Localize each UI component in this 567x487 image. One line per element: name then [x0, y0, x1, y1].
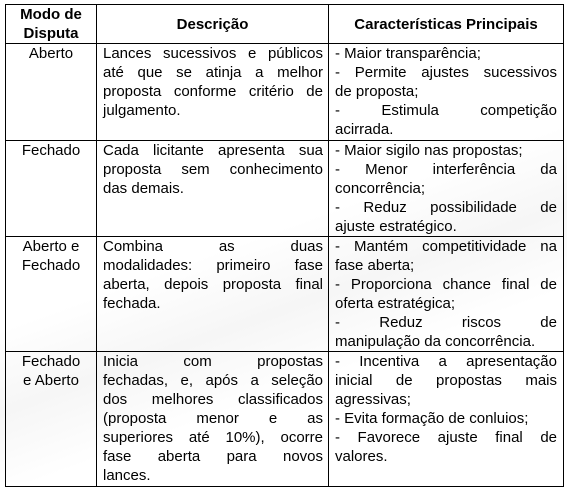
caracteristica-text-line: - Proporciona chance final de — [335, 276, 557, 293]
descricao-text-line: modalidades: primeiro fase — [103, 257, 323, 274]
cell-caracteristicas — [329, 44, 564, 141]
caracteristica-text-line: inicial de propostas mais — [335, 372, 557, 389]
caracteristica-item — [335, 44, 557, 63]
caracteristica-item — [335, 160, 557, 198]
caracteristica-text-line: - Reduz possibilidade de — [335, 199, 557, 216]
caracteristica-text-line: ajuste estratégico. — [335, 218, 457, 235]
caracteristica-item — [335, 275, 557, 313]
descricao-text-line: Combina as duas — [103, 238, 323, 255]
cell-modo-de-disputa — [6, 237, 97, 352]
caracteristica-text-line: - Favorece ajuste final de — [335, 429, 557, 446]
descricao-text-line: julgamento. — [103, 102, 181, 119]
modo-text-line: e Aberto — [23, 372, 79, 389]
cell-modo-de-disputa — [6, 44, 97, 141]
caracteristica-text-line: concorrência; — [335, 180, 426, 197]
descricao-text-line: superiores até 10%), ocorre — [103, 429, 323, 446]
caracteristica-text-line: - Reduz riscos de — [335, 314, 557, 331]
cell-descricao — [97, 237, 329, 352]
cell-modo-de-disputa — [6, 141, 97, 237]
table-row — [6, 352, 564, 487]
caracteristica-text-line: valores. — [335, 448, 388, 465]
caracteristica-text-line: de proposta; — [335, 83, 419, 100]
caracteristica-item — [335, 352, 557, 409]
descricao-text-line: Lances sucessivos e públicos — [103, 45, 323, 62]
descricao-text-line: Inicia com propostas — [103, 353, 323, 370]
header-modo-de-disputa — [6, 5, 97, 44]
modo-text-line: Fechado — [21, 142, 81, 159]
header-modo-line1: Modo de — [20, 6, 82, 23]
caracteristica-text-line: fase aberta; — [335, 257, 415, 274]
descricao-text-line: das demais. — [103, 180, 184, 197]
cell-caracteristicas — [329, 352, 564, 487]
caracteristica-text-line: agressivas; — [335, 391, 411, 408]
descricao-text-line: Cada licitante apresenta sua — [103, 142, 323, 159]
caracteristica-text-line: - Mantém competitividade na — [335, 238, 557, 255]
caracteristica-text-line: - Maior sigilo nas propostas; — [335, 142, 523, 159]
modo-text-line: Aberto e — [22, 238, 80, 255]
caracteristica-text-line: - Incentiva a apresentação — [335, 353, 557, 370]
caracteristica-text-line: acirrada. — [335, 121, 394, 138]
header-descricao: Descrição — [97, 5, 329, 44]
table-row — [6, 237, 564, 352]
caracteristica-item — [335, 313, 557, 351]
caracteristica-text-line: - Menor interferência da — [335, 161, 557, 178]
cell-descricao — [97, 44, 329, 141]
descricao-text-line: fase aberta para novos — [103, 448, 323, 465]
dispute-modes-table — [5, 4, 564, 487]
descricao-text-line: proposta conforme critério de — [103, 83, 323, 100]
descricao-text-line: fechada. — [103, 295, 161, 312]
table-row — [6, 44, 564, 141]
descricao-text-line: até que se atinja a melhor — [103, 64, 323, 81]
descricao-text-line: proposta sem conhecimento — [103, 161, 323, 178]
caracteristica-item — [335, 428, 557, 466]
cell-caracteristicas — [329, 237, 564, 352]
caracteristica-text-line: manipulação da concorrência. — [335, 333, 536, 350]
caracteristica-item — [335, 101, 557, 139]
caracteristica-text-line: oferta estratégica; — [335, 295, 456, 312]
caracteristica-text-line: - Maior transparência; — [335, 45, 481, 62]
header-row — [6, 5, 564, 44]
cell-descricao — [97, 141, 329, 237]
descricao-text-line: fechadas, e, após a seleção — [103, 372, 323, 389]
modo-text-line: Fechado — [21, 257, 81, 274]
caracteristica-item — [335, 237, 557, 275]
cell-caracteristicas — [329, 141, 564, 237]
caracteristica-text-line: - Permite ajustes sucessivos — [335, 64, 557, 81]
table-row — [6, 141, 564, 237]
caracteristica-text-line: - Evita formação de conluios; — [335, 410, 529, 427]
header-modo-line2: Disputa — [23, 25, 79, 42]
cell-descricao — [97, 352, 329, 487]
header-caracteristicas: Características Principais — [329, 5, 564, 44]
descricao-text-line: lances. — [103, 467, 151, 484]
modo-text-line: Aberto — [28, 45, 74, 62]
descricao-text-line: aberta, depois proposta final — [103, 276, 323, 293]
caracteristica-item — [335, 141, 557, 160]
table-body — [6, 44, 564, 487]
cell-modo-de-disputa — [6, 352, 97, 487]
modo-text-line: Fechado — [21, 353, 81, 370]
caracteristica-text-line: - Estimula competição — [335, 102, 557, 119]
descricao-text-line: dos melhores classificados — [103, 391, 323, 408]
caracteristica-item — [335, 409, 557, 428]
caracteristica-item — [335, 63, 557, 101]
descricao-text-line: (proposta menor e as — [103, 410, 323, 427]
caracteristica-item — [335, 198, 557, 236]
